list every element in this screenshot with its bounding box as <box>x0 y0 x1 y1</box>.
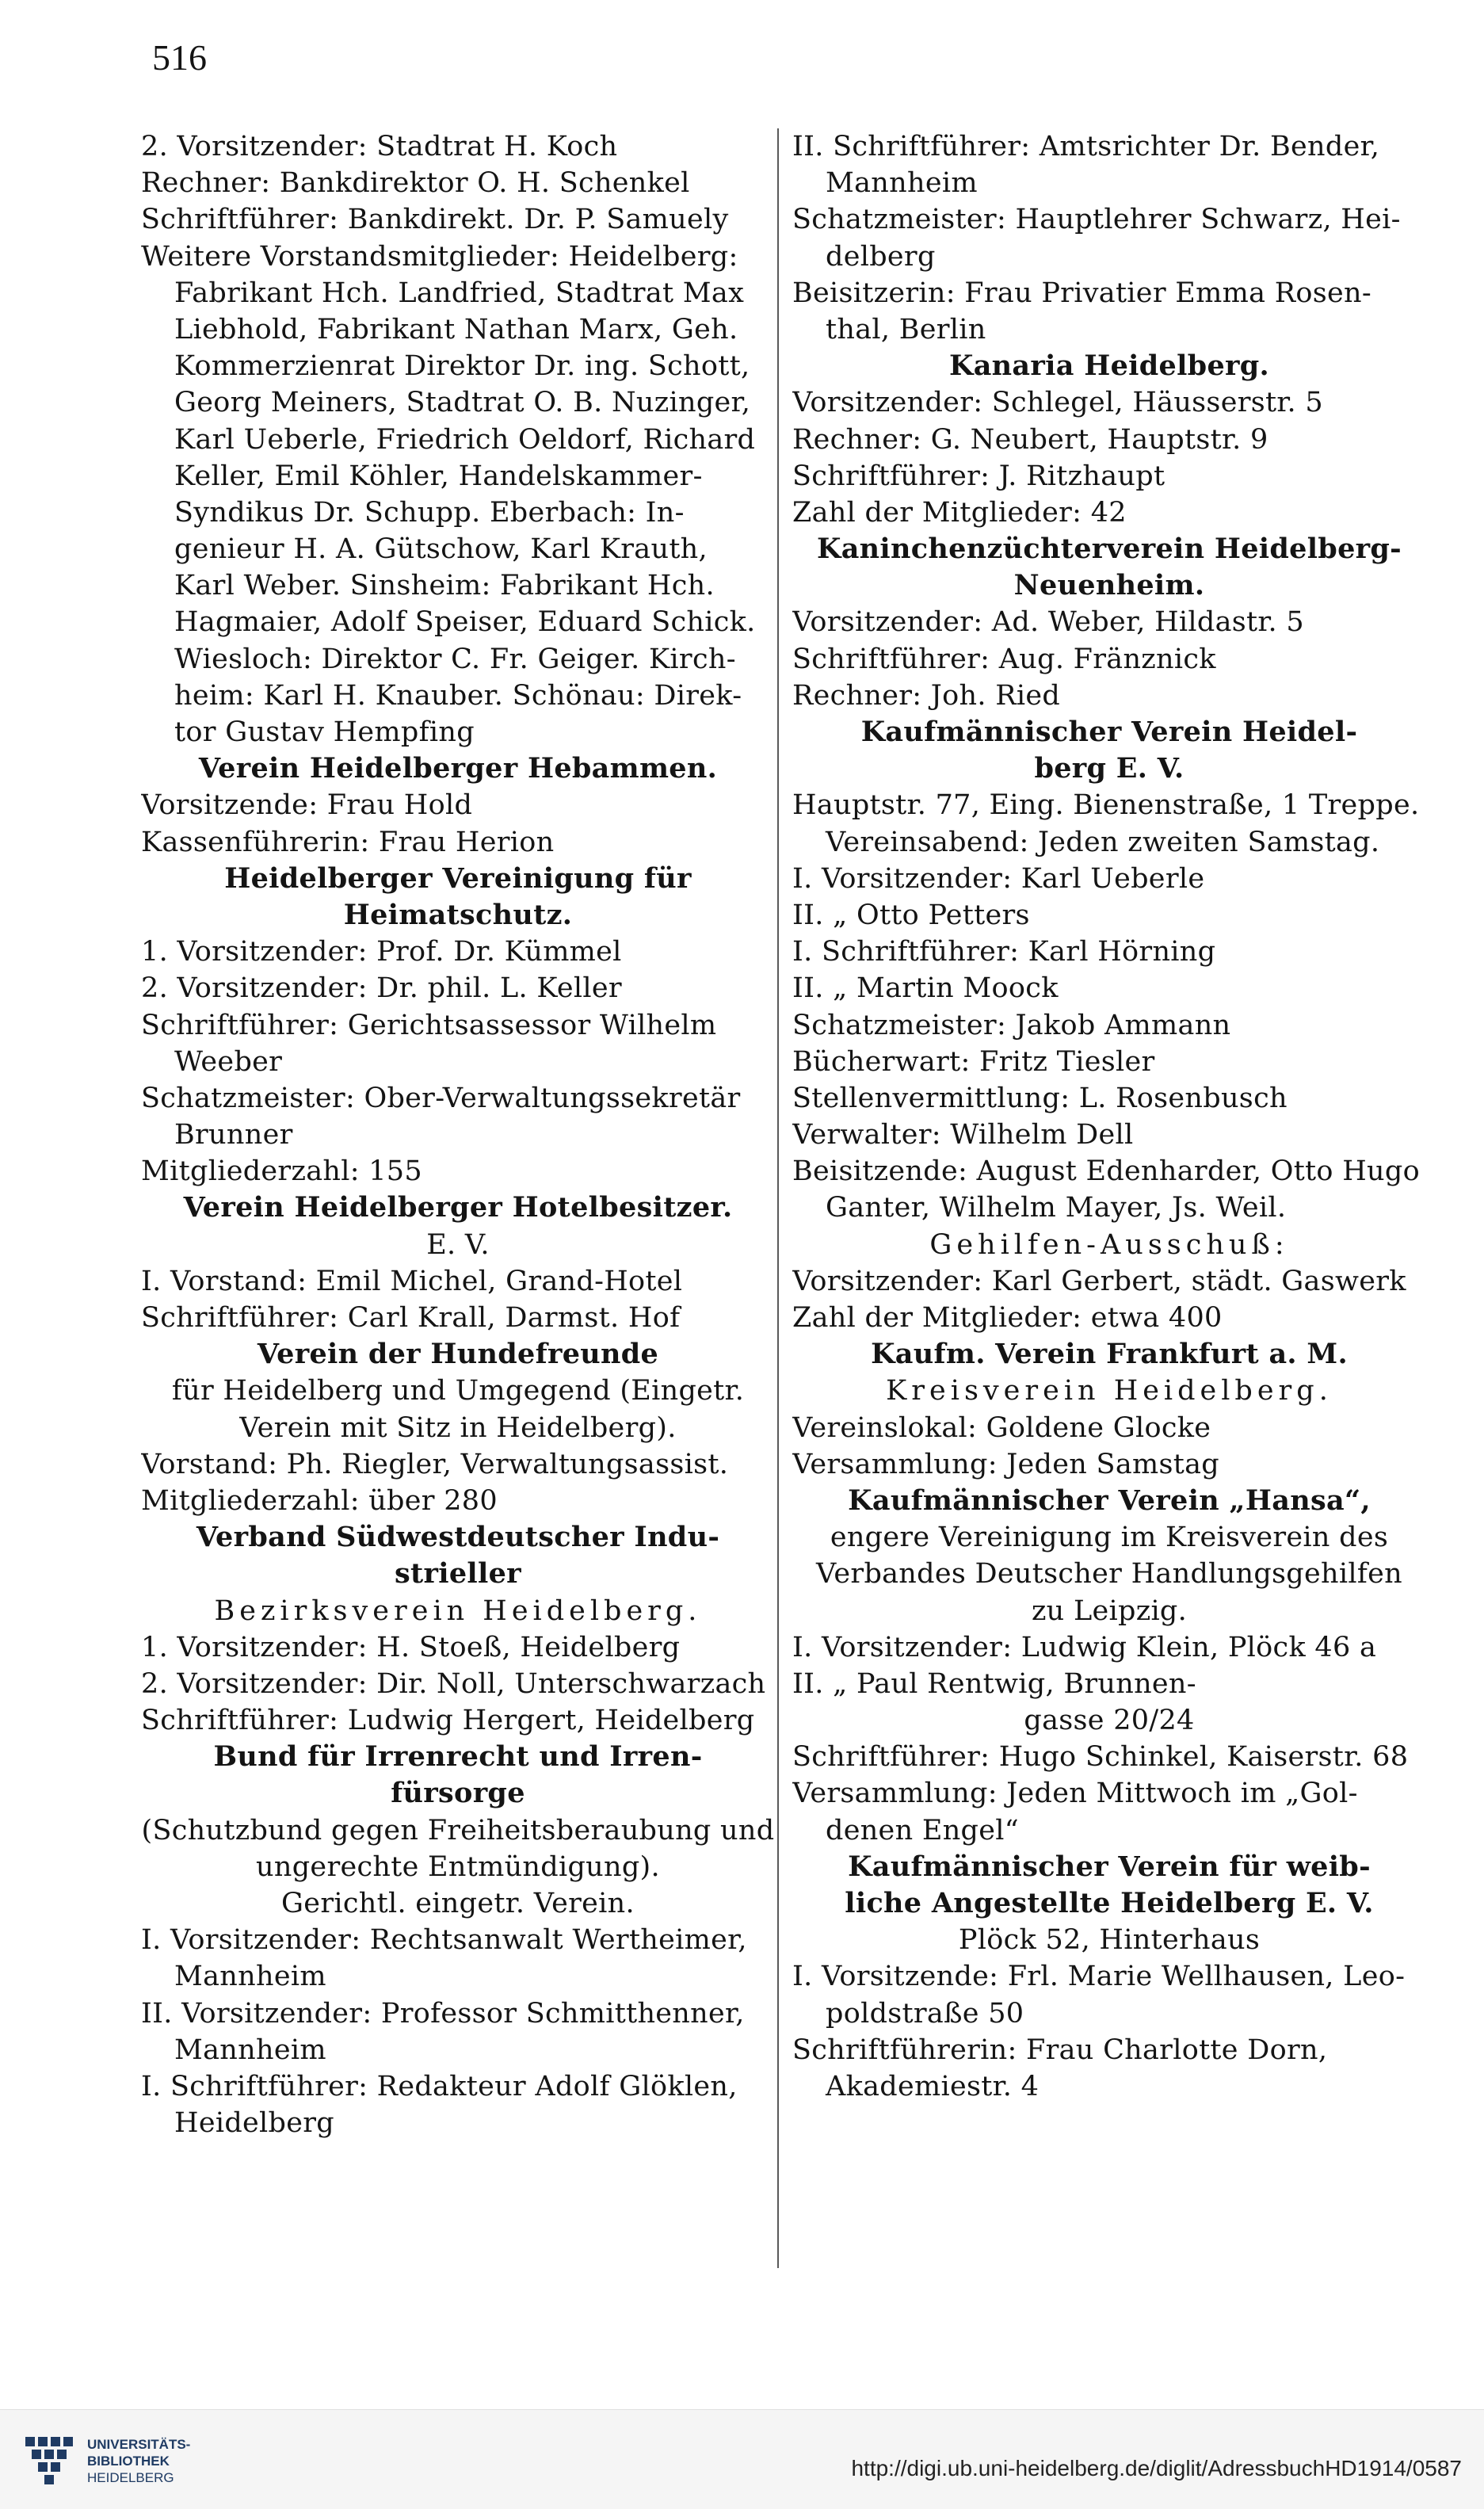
text-line: Rechner: Bankdirektor O. H. Schenkel <box>141 167 690 200</box>
text-line: Kreisverein Heidelberg. <box>886 1375 1333 1407</box>
text-line: Gerichtl. eingetr. Verein. <box>281 1888 635 1919</box>
text-line: Hagmaier, Adolf Speiser, Eduard Schick. <box>174 606 756 639</box>
text-line: genieur H. A. Gütschow, Karl Krauth, <box>174 533 708 566</box>
text-line: Verein mit Sitz in Heidelberg). <box>239 1411 677 1444</box>
section-heading: strieller <box>395 1557 521 1591</box>
text-line: II. „ Otto Petters <box>792 899 1030 931</box>
text-line: Beisitzerin: Frau Privatier Emma Rosen- <box>792 277 1371 309</box>
text-line: Schriftführer: J. Ritzhaupt <box>792 460 1165 492</box>
text-line: Kassenführerin: Frau Herion <box>141 826 555 858</box>
text-line: Schatzmeister: Hauptlehrer Schwarz, Hei- <box>792 204 1401 236</box>
text-line: Bezirksverein Heidelberg. <box>214 1594 702 1627</box>
text-line: II. „ Martin Moock <box>792 972 1059 1005</box>
text-line: II. „ Paul Rentwig, Brunnen- <box>792 1667 1196 1700</box>
text-line: denen Engel“ <box>826 1814 1019 1846</box>
section-heading: Kanaria Heidelberg. <box>948 349 1270 383</box>
text-line: ungerechte Entmündigung). <box>256 1850 660 1883</box>
text-line: Vorstand: Ph. Riegler, Verwaltungsassist. <box>141 1448 729 1480</box>
text-line: Schriftführer: Aug. Fränznick <box>792 643 1216 675</box>
text-line: Schatzmeister: Jakob Ammann <box>792 1009 1231 1041</box>
section-heading: Kaufmännischer Verein Heidel- <box>860 716 1358 748</box>
text-line: Karl Weber. Sinsheim: Fabrikant Hch. <box>174 570 715 602</box>
text-line: Schriftführer: Gerichtsassessor Wilhelm <box>141 1009 717 1041</box>
text-line: zu Leipzig. <box>1031 1594 1188 1627</box>
text-line: I. Schriftführer: Karl Hörning <box>792 936 1216 968</box>
text-line: Schriftführerin: Frau Charlotte Dorn, <box>792 2034 1328 2066</box>
text-line: Ganter, Wilhelm Mayer, Js. Weil. <box>826 1192 1287 1224</box>
text-line: Vereinsabend: Jeden zweiten Samstag. <box>826 826 1380 858</box>
section-heading: Verband Südwestdeutscher Indu- <box>196 1521 720 1554</box>
text-line: Beisitzende: August Edenharder, Otto Hugo <box>792 1155 1420 1188</box>
text-line: Weeber <box>174 1045 283 1078</box>
source-url-link[interactable]: http://digi.ub.uni-heidelberg.de/diglit/AdressbuchHD1914/0587 <box>851 2456 1462 2480</box>
text-line: Vorsitzender: Ad. Weber, Hildastr. 5 <box>792 606 1304 639</box>
text-line: Mannheim <box>174 1961 326 1993</box>
text-line: Karl Ueberle, Friedrich Oeldorf, Richard <box>174 423 756 456</box>
text-line: gasse 20/24 <box>1024 1705 1195 1737</box>
logo-line: HEIDELBERG <box>87 2470 174 2485</box>
text-line: Akademiestr. 4 <box>826 2070 1040 2102</box>
text-line: 2. Vorsitzender: Stadtrat H. Koch <box>141 131 618 162</box>
text-line: Hauptstr. 77, Eing. Bienenstraße, 1 Treppe. <box>792 789 1420 822</box>
text-line: Weitere Vorstandsmitglieder: Heidelberg: <box>141 240 738 273</box>
text-line: (Schutzbund gegen Freiheitsberaubung und <box>141 1814 775 1846</box>
text-line: thal, Berlin <box>826 313 986 346</box>
text-line: Brunner <box>174 1119 293 1151</box>
section-heading: Verein Heidelberger Hebammen. <box>198 752 718 785</box>
text-line: für Heidelberg und Umgegend (Eingetr. <box>171 1375 745 1407</box>
text-line: engere Vereinigung im Kreisverein des <box>830 1522 1389 1554</box>
text-line: Bücherwart: Fritz Tiesler <box>792 1045 1155 1078</box>
text-line: I. Vorsitzender: Ludwig Klein, Plöck 46 a <box>792 1631 1377 1663</box>
text-line: Zahl der Mitglieder: 42 <box>792 496 1127 529</box>
text-line: II. Vorsitzender: Professor Schmitthenner, <box>141 1997 745 2030</box>
text-line: Vereinslokal: Goldene Glocke <box>792 1411 1211 1444</box>
text-line: Keller, Emil Köhler, Handelskammer- <box>174 460 703 492</box>
text-line: delberg <box>826 240 936 273</box>
section-heading: Kaufmännischer Verein „Hansa“, <box>848 1484 1371 1517</box>
logo-line: UNIVERSITÄTS- <box>87 2437 191 2452</box>
text-line: heim: Karl H. Knauber. Schönau: Direk- <box>174 679 742 712</box>
text-line: Wiesloch: Direktor C. Fr. Geiger. Kirch- <box>174 643 736 675</box>
library-logo-text <box>87 2436 190 2486</box>
text-line: I. Vorstand: Emil Michel, Grand-Hotel <box>141 1265 683 1297</box>
section-heading: berg E. V. <box>1034 752 1185 785</box>
text-line: I. Vorsitzender: Karl Ueberle <box>792 862 1205 895</box>
text-line: Rechner: G. Neubert, Hauptstr. 9 <box>792 423 1268 456</box>
text-line: I. Vorsitzende: Frl. Marie Wellhausen, Leo- <box>792 1961 1406 1993</box>
text-line: Schatzmeister: Ober-Verwaltungssekretär <box>141 1082 741 1114</box>
text-line: Plöck 52, Hinterhaus <box>958 1924 1261 1957</box>
text-line: E. V. <box>426 1228 490 1261</box>
text-line: 1. Vorsitzender: H. Stoeß, Heidelberg <box>141 1631 681 1663</box>
text-line: Heidelberg <box>174 2107 334 2140</box>
section-heading: Verein der Hundefreunde <box>257 1338 659 1371</box>
text-line: 1. Vorsitzender: Prof. Dr. Kümmel <box>141 936 622 968</box>
footer-bar <box>0 2409 1484 2509</box>
text-line: Kommerzienrat Direktor Dr. ing. Schott, <box>174 350 750 383</box>
text-line: I. Schriftführer: Redakteur Adolf Glöklen, <box>141 2070 738 2102</box>
university-library-logo-icon <box>24 2434 76 2486</box>
left-column <box>141 128 775 2141</box>
text-line: 2. Vorsitzender: Dir. Noll, Unterschwarzach <box>141 1667 766 1700</box>
text-line: poldstraße 50 <box>826 1997 1024 2030</box>
right-column <box>792 128 1426 2105</box>
text-line: Zahl der Mitglieder: etwa 400 <box>792 1302 1223 1334</box>
text-line: Fabrikant Hch. Landfried, Stadtrat Max <box>174 277 745 309</box>
text-line: Schriftführer: Bankdirekt. Dr. P. Samuely <box>141 204 729 236</box>
text-line: Stellenvermittlung: L. Rosenbusch <box>792 1082 1288 1114</box>
text-line: Syndikus Dr. Schupp. Eberbach: In- <box>174 496 685 529</box>
text-line: Vorsitzender: Schlegel, Häusserstr. 5 <box>792 387 1323 419</box>
text-line: Mitgliederzahl: über 280 <box>141 1484 498 1517</box>
section-heading: fürsorge <box>391 1777 525 1810</box>
text-line: Schriftführer: Ludwig Hergert, Heidelberg <box>141 1705 755 1737</box>
section-heading: Bund für Irrenrecht und Irren- <box>213 1740 703 1774</box>
text-line: Vorsitzende: Frau Hold <box>141 789 473 822</box>
section-heading: Neuenheim. <box>1013 569 1205 602</box>
section-heading: Kaufmännischer Verein für weib- <box>848 1850 1371 1883</box>
text-line: Verwalter: Wilhelm Dell <box>792 1119 1134 1151</box>
text-line: Versammlung: Jeden Samstag <box>792 1448 1219 1480</box>
page-number: 516 <box>152 37 207 78</box>
text-line: 2. Vorsitzender: Dr. phil. L. Keller <box>141 972 622 1005</box>
section-heading: Kaninchenzüchterverein Heidelberg- <box>816 533 1402 566</box>
logo-line: BIBLIOTHEK <box>87 2454 170 2469</box>
text-line: II. Schriftführer: Amtsrichter Dr. Bender, <box>792 131 1380 162</box>
text-line: Versammlung: Jeden Mittwoch im „Gol- <box>792 1778 1358 1810</box>
text-line: Gehilfen-Ausschuß: <box>929 1228 1289 1261</box>
text-line: Rechner: Joh. Ried <box>792 679 1061 712</box>
text-line: Liebhold, Fabrikant Nathan Marx, Geh. <box>174 313 738 346</box>
text-line: Verbandes Deutscher Handlungsgehilfen <box>816 1558 1402 1591</box>
text-line: I. Vorsitzender: Rechtsanwalt Wertheimer, <box>141 1924 747 1957</box>
column-divider <box>777 128 779 2268</box>
text-line: tor Gustav Hempfing <box>174 716 475 748</box>
section-heading: Heidelberger Vereinigung für <box>224 861 692 895</box>
text-line: Georg Meiners, Stadtrat O. B. Nuzinger, <box>174 387 751 419</box>
text-line: Schriftführer: Hugo Schinkel, Kaiserstr. 68 <box>792 1741 1409 1774</box>
text-line: Vorsitzender: Karl Gerbert, städt. Gaswerk <box>792 1265 1406 1297</box>
text-line: Mannheim <box>826 167 978 200</box>
section-heading: Kaufm. Verein Frankfurt a. M. <box>871 1338 1348 1371</box>
text-line: Mannheim <box>174 2034 326 2066</box>
section-heading: liche Angestellte Heidelberg E. V. <box>845 1887 1374 1919</box>
text-line: Mitgliederzahl: 155 <box>141 1155 422 1188</box>
section-heading: Heimatschutz. <box>343 898 573 931</box>
section-heading: Verein Heidelberger Hotelbesitzer. <box>183 1191 733 1224</box>
text-line: Schriftführer: Carl Krall, Darmst. Hof <box>141 1302 681 1334</box>
